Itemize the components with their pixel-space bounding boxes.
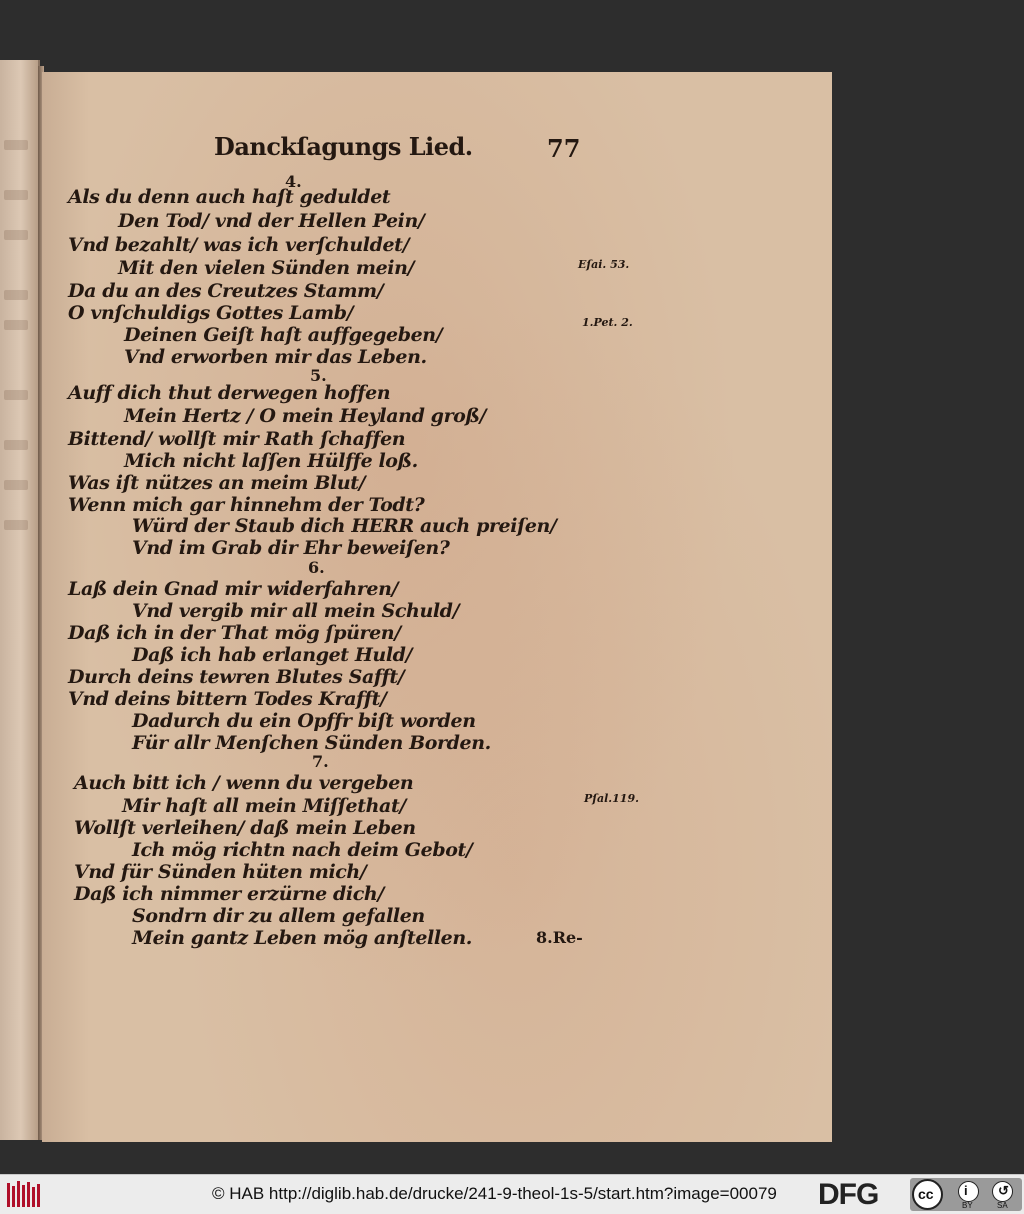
license-badge[interactable] — [910, 1178, 1022, 1211]
verse-line: Da du an des Creutzes Stamm/ — [68, 280, 384, 302]
verse-line: Bittend/ wollſt mir Rath ſchaffen — [68, 428, 406, 450]
verse-line: Wollſt verleihen/ daß mein Leben — [74, 817, 416, 839]
verse-line: Dadurch du ein Opffr biſt worden — [132, 710, 476, 732]
marginal-note: 1.Pet. 2. — [582, 316, 633, 329]
verse-line: Was iſt nützes an meim Blut/ — [68, 472, 366, 494]
verse-line: Wenn mich gar hinnehm der Todt? — [68, 494, 425, 516]
copyright-link[interactable]: © HAB http://diglib.hab.de/drucke/241-9-theol-1s-5/start.htm?image=00079 — [212, 1184, 777, 1203]
hab-logo-icon[interactable] — [4, 1179, 44, 1210]
verse-line: Daß ich nimmer erzürne dich/ — [74, 883, 384, 905]
verse-line: Vnd erworben mir das Leben. — [124, 346, 427, 368]
verse-line: Mein gantz Leben mög anſtellen. — [132, 927, 473, 949]
verse-line: Durch deins tewren Blutes Safft/ — [68, 666, 405, 688]
verse-line: Für allr Menſchen Sünden Borden. — [132, 732, 491, 754]
catchword: 8.Re- — [536, 928, 583, 947]
verse-line: Laß dein Gnad mir widerfahren/ — [68, 578, 399, 600]
verse-line: Vnd bezahlt/ was ich verſchuldet/ — [68, 234, 410, 256]
book-page — [42, 72, 832, 1142]
previous-page-edge — [0, 60, 40, 1140]
stanza-number: 4. — [285, 172, 302, 191]
verse-line: Ich mög richtn nach deim Gebot/ — [132, 839, 473, 861]
stanza-number: 5. — [310, 366, 327, 385]
verse-line: Als du denn auch haſt geduldet — [68, 186, 391, 208]
by-label: BY — [962, 1201, 973, 1210]
verse-line: Mit den vielen Sünden mein/ — [118, 257, 415, 279]
verse-line: O vnſchuldigs Gottes Lamb/ — [68, 302, 354, 324]
marginal-note: Eſai. 53. — [578, 258, 630, 271]
by-icon: i — [958, 1181, 979, 1202]
verse-line: Mich nicht laſſen Hülffe loß. — [124, 450, 418, 472]
running-head: Danckſagungs Lied. — [214, 132, 473, 161]
dfg-logo[interactable]: DFG — [818, 1178, 879, 1211]
cc-icon: cc — [912, 1179, 943, 1210]
verse-line: Den Tod/ vnd der Hellen Pein/ — [118, 210, 425, 232]
sa-icon: ↺ — [992, 1181, 1013, 1202]
verse-line: Vnd im Grab dir Ehr beweiſen? — [132, 537, 450, 559]
verse-body — [42, 72, 602, 972]
verse-line: Vnd für Sünden hüten mich/ — [74, 861, 367, 883]
verse-line: Vnd vergib mir all mein Schuld/ — [132, 600, 460, 622]
page-number: 77 — [547, 134, 581, 163]
verse-line: Auff dich thut derwegen hoffen — [68, 382, 391, 404]
verse-line: Mein Hertz / O mein Heyland groß/ — [124, 405, 487, 427]
sa-label: SA — [997, 1201, 1008, 1210]
stanza-number: 7. — [312, 752, 329, 771]
stanza-number: 6. — [308, 558, 325, 577]
footer-bar — [0, 1174, 1024, 1214]
verse-line: Daß ich hab erlanget Huld/ — [132, 644, 413, 666]
verse-line: Daß ich in der That mög ſpüren/ — [68, 622, 401, 644]
marginal-note: Pſal.119. — [584, 792, 639, 805]
verse-line: Mir haſt all mein Miſſethat/ — [122, 795, 406, 817]
verse-line: Deinen Geiſt haſt auffgegeben/ — [124, 324, 443, 346]
verse-line: Auch bitt ich / wenn du vergeben — [74, 772, 414, 794]
verse-line: Sondrn dir zu allem gefallen — [132, 905, 425, 927]
verse-line: Vnd deins bittern Todes Krafft/ — [68, 688, 387, 710]
verse-line: Würd der Staub dich HERR auch preiſen/ — [132, 515, 557, 537]
